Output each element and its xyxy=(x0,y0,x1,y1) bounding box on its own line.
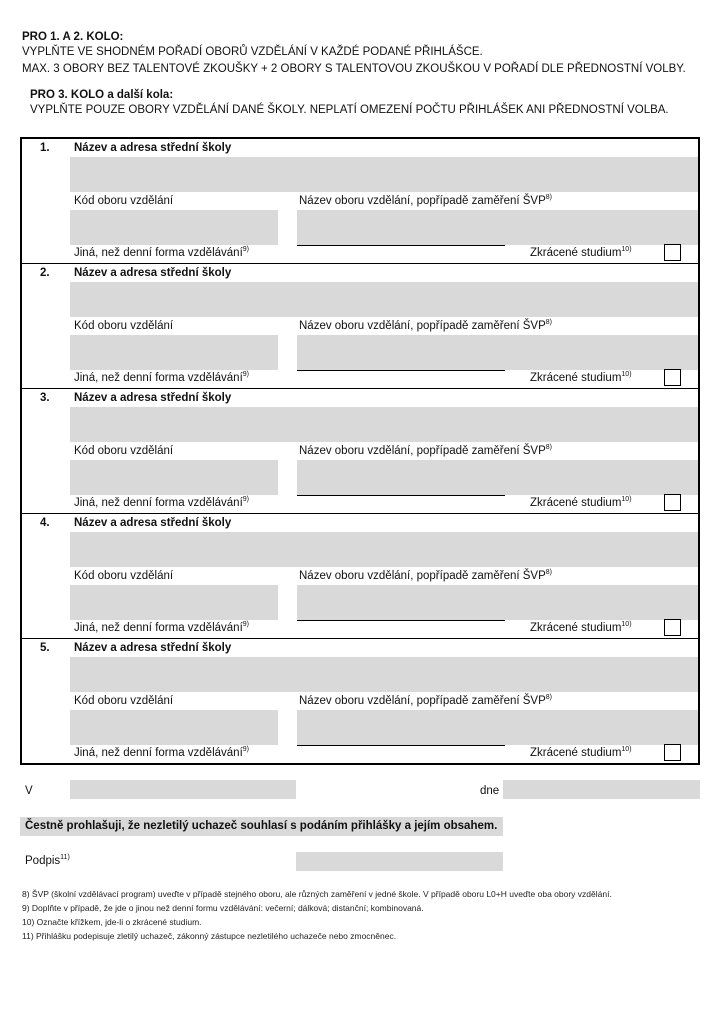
declaration-text: Čestně prohlašuji, že nezletilý uchazeč souhlasí s podáním přihlášky a jejím obsahem. xyxy=(25,820,498,832)
field-name-label: Název oboru vzdělání, popřípadě zaměření ŠVP$^{8)}$ xyxy=(299,444,552,457)
place-label: V xyxy=(25,785,33,797)
other-form-label: Jiná, než denní forma vzdělávání$^{9)}$ xyxy=(74,746,250,759)
field-name-input[interactable] xyxy=(297,335,698,370)
field-name-input[interactable] xyxy=(297,710,698,745)
field-code-label: Kód oboru vzdělání xyxy=(74,195,174,207)
other-form-label: Jiná, než denní forma vzdělávání$^{9)}$ xyxy=(74,371,250,384)
study-choices-box xyxy=(20,137,700,765)
study-choice-4 xyxy=(22,514,698,639)
field-code-input[interactable] xyxy=(70,585,278,620)
other-form-label: Jiná, než denní forma vzdělávání$^{9)}$ xyxy=(74,496,250,509)
school-name-input[interactable] xyxy=(70,657,698,692)
choice-number: 2. xyxy=(40,267,50,279)
field-name-underline xyxy=(297,745,505,746)
other-form-label: Jiná, než denní forma vzdělávání$^{9)}$ xyxy=(74,621,250,634)
shortened-study-label: Zkrácené studium$^{10)}$ xyxy=(530,746,632,759)
school-name-input[interactable] xyxy=(70,282,698,317)
field-code-label: Kód oboru vzdělání xyxy=(74,320,174,332)
study-choice-5 xyxy=(22,639,698,764)
field-name-underline xyxy=(297,495,505,496)
choice-number: 5. xyxy=(40,642,50,654)
field-name-underline xyxy=(297,620,505,621)
footnote-10: 10) Označte křížkem, jde-li o zkrácené studium. xyxy=(22,917,202,927)
field-code-input[interactable] xyxy=(70,210,278,245)
school-name-label: Název a adresa střední školy xyxy=(74,642,232,654)
date-label: dne xyxy=(480,785,500,797)
choice-number: 4. xyxy=(40,517,50,529)
choice-number: 1. xyxy=(40,142,50,154)
field-name-label: Název oboru vzdělání, popřípadě zaměření ŠVP$^{8)}$ xyxy=(299,694,552,707)
field-name-input[interactable] xyxy=(297,585,698,620)
field-code-input[interactable] xyxy=(70,710,278,745)
school-name-label: Název a adresa střední školy xyxy=(74,392,232,404)
field-name-label: Název oboru vzdělání, popřípadě zaměření ŠVP$^{8)}$ xyxy=(299,569,552,582)
field-code-label: Kód oboru vzdělání xyxy=(74,570,174,582)
shortened-study-checkbox[interactable] xyxy=(664,244,681,261)
shortened-study-checkbox[interactable] xyxy=(664,744,681,761)
shortened-study-label: Zkrácené studium$^{10)}$ xyxy=(530,496,632,509)
signature-field[interactable] xyxy=(296,852,503,871)
footnote-11: 11) Přihlášku podepisuje zletilý uchazeč, zákonný zástupce nezletilého uchazeče nebo zmocněnec. xyxy=(22,931,397,941)
study-choice-1 xyxy=(22,139,698,264)
field-code-label: Kód oboru vzdělání xyxy=(74,695,174,707)
shortened-study-label: Zkrácené studium$^{10)}$ xyxy=(530,621,632,634)
shortened-study-checkbox[interactable] xyxy=(664,369,681,386)
round-1-2-title: PRO 1. A 2. KOLO: xyxy=(22,31,124,43)
shortened-study-checkbox[interactable] xyxy=(664,494,681,511)
school-name-label: Název a adresa střední školy xyxy=(74,267,232,279)
signature-label: Podpis$^{11)}$ xyxy=(25,854,70,867)
school-name-input[interactable] xyxy=(70,157,698,192)
field-name-label: Název oboru vzdělání, popřípadě zaměření ŠVP$^{8)}$ xyxy=(299,194,552,207)
shortened-study-label: Zkrácené studium$^{10)}$ xyxy=(530,371,632,384)
field-name-label: Název oboru vzdělání, popřípadě zaměření ŠVP$^{8)}$ xyxy=(299,319,552,332)
shortened-study-checkbox[interactable] xyxy=(664,619,681,636)
footnote-8: 8) ŠVP (školní vzdělávací program) uveďte v případě stejného oboru, ale různých zaměření v jedné škole. V případě oboru L0+H uveďte oba obory vzdělání. xyxy=(22,889,612,899)
footnote-9: 9) Doplňte v případě, že jde o jinou než denní formu vzdělávání: večerní; dálková; distanční; kombinovaná. xyxy=(22,903,424,913)
field-name-input[interactable] xyxy=(297,210,698,245)
field-name-underline xyxy=(297,370,505,371)
school-name-label: Název a adresa střední školy xyxy=(74,517,232,529)
school-name-input[interactable] xyxy=(70,407,698,442)
study-choice-2 xyxy=(22,264,698,389)
other-form-label: Jiná, než denní forma vzdělávání$^{9)}$ xyxy=(74,246,250,259)
field-code-input[interactable] xyxy=(70,335,278,370)
school-name-label: Název a adresa střední školy xyxy=(74,142,232,154)
school-name-input[interactable] xyxy=(70,532,698,567)
field-code-input[interactable] xyxy=(70,460,278,495)
date-input[interactable] xyxy=(503,780,700,799)
study-choice-3 xyxy=(22,389,698,514)
round-3-instruction: VYPLŇTE POUZE OBORY VZDĚLÁNÍ DANÉ ŠKOLY. NEPLATÍ OMEZENÍ POČTU PŘIHLÁŠEK ANI PŘEDNOSTNÍ VOLBA. xyxy=(30,104,669,116)
round-1-2-instruction-1: VYPLŇTE VE SHODNÉM POŘADÍ OBORŮ VZDĚLÁNÍ V KAŽDÉ PODANÉ PŘIHLÁŠCE. xyxy=(22,46,483,58)
field-code-label: Kód oboru vzdělání xyxy=(74,445,174,457)
round-1-2-instruction-2: MAX. 3 OBORY BEZ TALENTOVÉ ZKOUŠKY + 2 OBORY S TALENTOVOU ZKOUŠKOU V POŘADÍ DLE PŘEDNOSTNÍ VOLBY. xyxy=(22,63,686,75)
field-name-underline xyxy=(297,245,505,246)
round-3-title: PRO 3. KOLO a další kola: xyxy=(30,89,174,101)
place-input[interactable] xyxy=(70,780,296,799)
field-name-input[interactable] xyxy=(297,460,698,495)
shortened-study-label: Zkrácené studium$^{10)}$ xyxy=(530,246,632,259)
choice-number: 3. xyxy=(40,392,50,404)
